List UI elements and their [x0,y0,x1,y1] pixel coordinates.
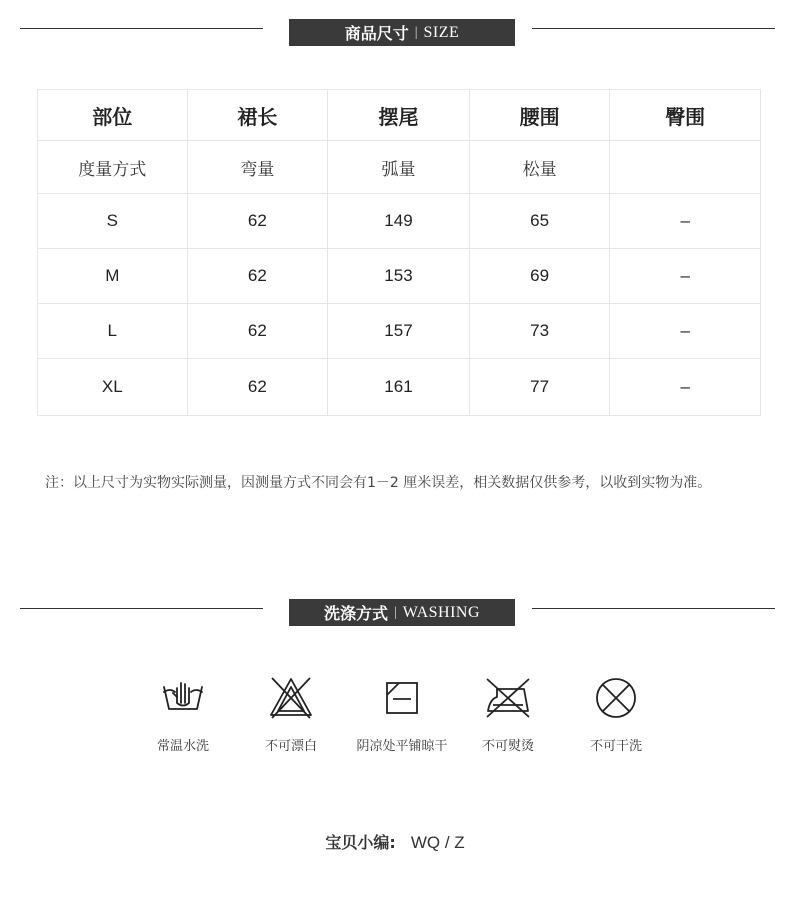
wash-title-en: WASHING [402,603,481,621]
table-cell: – [610,194,761,249]
wash-item-no-bleach [236,675,346,754]
header-cell: 部位 [38,90,188,141]
wash-item-dry-flat [347,675,457,754]
method-cell: 弯量 [187,141,328,194]
size-label-cell: XL [38,359,188,416]
wash-item-hand-wash [128,675,238,754]
dry-flat-shade-icon [377,675,427,721]
table-cell: – [610,249,761,304]
table-cell: 73 [469,304,610,359]
no-bleach-icon [266,675,316,721]
divider-line [532,28,775,29]
wash-label: 阴凉处平铺晾干 [356,739,448,754]
wash-label: 不可熨烫 [481,739,534,754]
measurement-note: 注：以上尺寸为实物实际测量，因测量方式不同会有1－2 厘米误差，相关数据仅供参考，以收到实物为准。 [45,475,712,491]
title-separator: | [414,24,418,40]
table-cell: 161 [328,359,470,416]
header-cell: 摆尾 [328,90,470,141]
measure-method-row [38,141,761,194]
size-title-box [289,19,515,46]
wash-label: 不可漂白 [264,739,317,754]
table-cell: 153 [328,249,470,304]
no-iron-icon [483,675,533,721]
wash-title-zh: 洗涤方式 [323,604,388,623]
size-label-cell: S [38,194,188,249]
table-cell: 62 [187,194,328,249]
table-cell: 62 [187,359,328,416]
table-cell: 69 [469,249,610,304]
divider-line [20,608,263,609]
table-cell: 77 [469,359,610,416]
wash-section-header [0,599,790,627]
header-cell: 腰围 [469,90,610,141]
title-separator: | [393,604,397,620]
method-cell: 度量方式 [38,141,188,194]
divider-line [20,28,263,29]
size-title-en: SIZE [423,23,460,41]
wash-label: 不可干洗 [589,739,642,754]
wash-item-no-dry-clean [561,675,671,754]
method-cell: 弧量 [328,141,470,194]
table-row [38,194,761,249]
header-cell: 裙长 [187,90,328,141]
table-cell: – [610,359,761,416]
table-header-row [38,90,761,141]
editor-name: WQ / Z [410,833,465,852]
wash-item-no-iron [453,675,563,754]
method-cell: 松量 [469,141,610,194]
divider-line [532,608,775,609]
method-cell [610,141,761,194]
size-section-header [0,19,790,47]
table-row [38,359,761,416]
wash-label: 常温水洗 [156,739,209,754]
table-cell: 149 [328,194,470,249]
table-cell: 65 [469,194,610,249]
editor-credit [0,830,790,853]
table-cell: 157 [328,304,470,359]
table-cell: – [610,304,761,359]
editor-label: 宝贝小编: [325,833,396,852]
no-dry-clean-icon [591,675,641,721]
wash-title-box [289,599,515,626]
table-cell: 62 [187,249,328,304]
header-cell: 臀围 [610,90,761,141]
size-title-zh: 商品尺寸 [344,24,409,43]
table-cell: 62 [187,304,328,359]
size-table [37,89,761,416]
table-row [38,304,761,359]
size-label-cell: L [38,304,188,359]
size-label-cell: M [38,249,188,304]
table-row [38,249,761,304]
hand-wash-icon [158,675,208,721]
